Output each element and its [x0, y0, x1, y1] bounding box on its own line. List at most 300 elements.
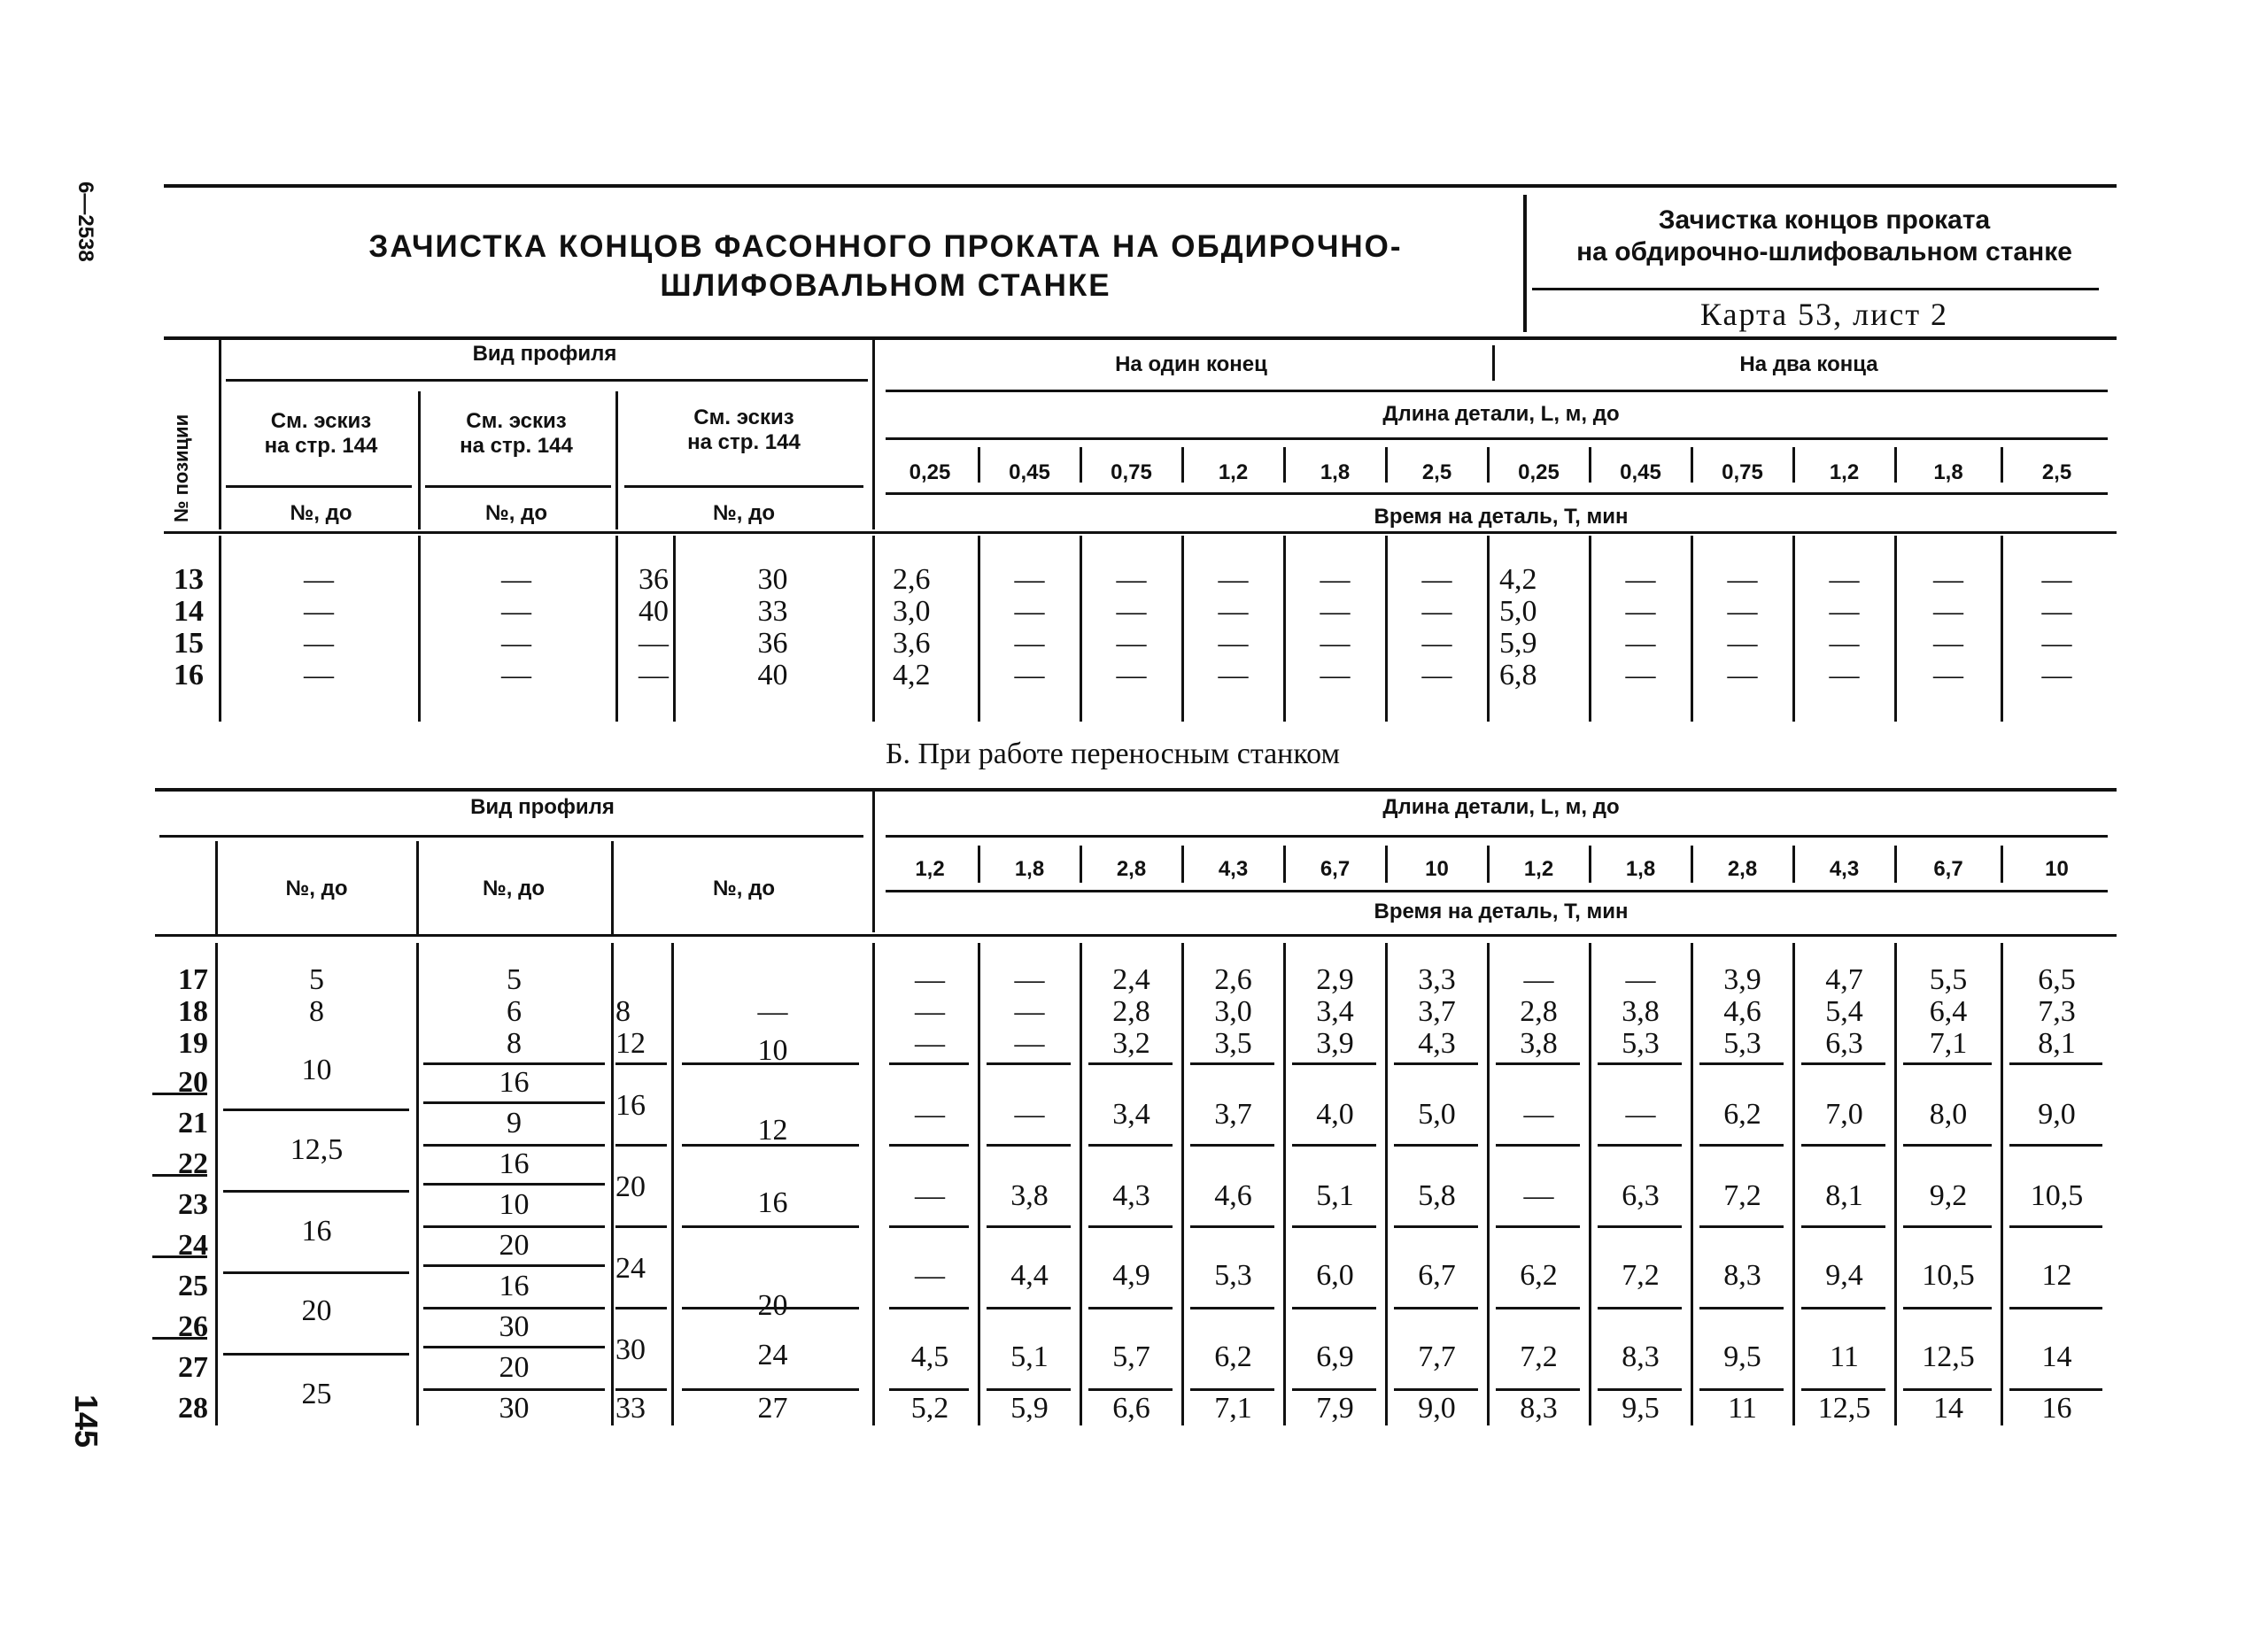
time-value: 10,5: [1922, 1259, 1975, 1292]
time-value: 8,1: [2038, 1027, 2076, 1060]
time-value: —: [1829, 595, 1860, 628]
time-value: 4,2: [893, 659, 931, 691]
table2-length-header: Длина детали, L, м, до: [1382, 795, 1620, 819]
t2-no-upto-2: №, до: [483, 877, 545, 900]
time-value: —: [1218, 659, 1249, 691]
time-value: 3,3: [1418, 963, 1456, 996]
length-value: 10: [1425, 857, 1449, 881]
length-header: Длина детали, L, м, до: [1382, 402, 1620, 426]
rule: [978, 846, 980, 883]
time-value: 3,4: [1112, 1098, 1150, 1131]
table2-header-rule: [155, 934, 2117, 937]
time-value: —: [915, 1259, 945, 1292]
time-value: 3,6: [893, 627, 931, 660]
rule: [872, 943, 875, 1425]
sketch-ref-3: [620, 406, 868, 455]
time-value: 8,0: [1929, 1098, 1968, 1131]
rule: [1080, 846, 1082, 883]
rule: [1598, 1388, 1682, 1391]
time-value: 3,2: [1112, 1027, 1150, 1060]
rule: [152, 1093, 207, 1095]
rule: [1589, 943, 1591, 1425]
time-value: 3,7: [1214, 1098, 1252, 1131]
rule: [1903, 1062, 1992, 1065]
side-title-line2: на обдирочно-шлифовальном станке: [1576, 237, 2072, 267]
rule: [223, 1109, 409, 1111]
rule: [2001, 447, 2003, 483]
time-value: 4,9: [1112, 1259, 1150, 1292]
time-value: —: [1727, 659, 1758, 691]
length-value: 2,5: [2041, 460, 2072, 484]
rule: [987, 1144, 1071, 1147]
time-value: 8,1: [1825, 1179, 1863, 1212]
time-value: —: [1421, 627, 1452, 660]
time-value: —: [1116, 595, 1147, 628]
length-value: 1,2: [1829, 460, 1860, 484]
rule: [682, 1225, 859, 1228]
position-number: 27: [178, 1351, 208, 1384]
rule: [423, 1101, 605, 1104]
length-value: 0,75: [1722, 460, 1763, 484]
rule: [611, 943, 614, 1425]
rule: [423, 1144, 605, 1147]
rule: [1181, 447, 1184, 483]
time-value: —: [1014, 1098, 1045, 1131]
time-value: 7,2: [1622, 1259, 1660, 1292]
rule: [889, 1062, 969, 1065]
time-value: 14: [2041, 1340, 2072, 1373]
time-value: 7,1: [1214, 1392, 1252, 1425]
rule: [2009, 1388, 2102, 1391]
sketch-ref-line2: на стр. 144: [460, 434, 573, 458]
rule: [1190, 1225, 1274, 1228]
time-value: 6,4: [1929, 995, 1968, 1028]
rule: [1903, 1307, 1992, 1309]
profile-value: —: [304, 627, 334, 660]
profile-value: 20: [757, 1289, 788, 1322]
time-value: 7,2: [1520, 1340, 1558, 1373]
profile-value: 25: [301, 1378, 332, 1410]
time-value: 9,4: [1825, 1259, 1863, 1292]
profile-value: 36: [757, 627, 788, 660]
position-number: 23: [178, 1188, 208, 1221]
rule: [987, 1225, 1071, 1228]
rule: [1792, 447, 1795, 483]
table1-profile-header: Вид профиля: [472, 342, 617, 366]
rule: [624, 485, 863, 488]
time-value: —: [1320, 563, 1351, 596]
rule: [223, 1271, 409, 1274]
rule: [1292, 1307, 1376, 1309]
time-value: —: [1116, 627, 1147, 660]
rule: [1487, 943, 1490, 1425]
rule: [1088, 1225, 1173, 1228]
rule: [423, 1307, 605, 1309]
rule: [215, 943, 218, 1425]
time-value: 5,1: [1010, 1340, 1049, 1373]
time-value: 3,8: [1010, 1179, 1049, 1212]
profile-value: 33: [757, 595, 788, 628]
time-value: 6,3: [1825, 1027, 1863, 1060]
rule: [886, 835, 2108, 838]
time-value: —: [1014, 563, 1045, 596]
rule: [615, 536, 618, 722]
time-value: 6,2: [1723, 1098, 1761, 1131]
rule: [423, 1062, 605, 1065]
time-value: 5,3: [1214, 1259, 1252, 1292]
time-value: —: [1625, 563, 1656, 596]
time-value: 3,0: [1214, 995, 1252, 1028]
time-value: 4,6: [1214, 1179, 1252, 1212]
rule: [1496, 1225, 1580, 1228]
rule: [889, 1388, 969, 1391]
rule: [1492, 345, 1495, 381]
rule: [1283, 846, 1286, 883]
time-value: 3,9: [1723, 963, 1761, 996]
time-value: 4,7: [1825, 963, 1863, 996]
time-value: —: [1320, 659, 1351, 691]
time-value: —: [1421, 595, 1452, 628]
time-value: —: [1933, 627, 1963, 660]
rule: [1181, 943, 1184, 1425]
rule: [978, 447, 980, 483]
profile-value: 8: [309, 995, 324, 1028]
rule: [1589, 447, 1591, 483]
rule: [1691, 447, 1693, 483]
rule: [1283, 536, 1286, 722]
profile-value: —: [639, 627, 669, 660]
rule: [223, 1190, 409, 1193]
position-number: 20: [178, 1066, 208, 1099]
time-value: —: [1014, 595, 1045, 628]
time-value: 11: [1728, 1392, 1757, 1425]
length-value: 4,3: [1218, 857, 1249, 881]
rule: [1894, 846, 1897, 883]
profile-value: 30: [615, 1333, 646, 1366]
sketch-ref-2: [423, 409, 609, 459]
length-value: 0,45: [1009, 460, 1050, 484]
rule: [416, 943, 419, 1425]
time-value: —: [1116, 659, 1147, 691]
rule: [159, 835, 863, 838]
profile-value: 12: [757, 1114, 788, 1147]
no-upto-3: №, до: [713, 501, 775, 525]
side-title-line1: Зачистка концов проката: [1658, 205, 1991, 235]
time-value: 8,3: [1520, 1392, 1558, 1425]
rule: [1691, 536, 1693, 722]
length-value: 1,2: [1218, 460, 1249, 484]
time-value: —: [1014, 627, 1045, 660]
position-number: 19: [178, 1027, 208, 1060]
header-divider: [1523, 195, 1527, 332]
rule: [1385, 536, 1388, 722]
length-value: 1,8: [1625, 857, 1656, 881]
time-value: 6,2: [1214, 1340, 1252, 1373]
time-value: 5,8: [1418, 1179, 1456, 1212]
rule: [1385, 846, 1388, 883]
profile-value: 10: [499, 1188, 530, 1221]
profile-value: —: [639, 659, 669, 691]
length-value: 10: [2045, 857, 2069, 881]
time-value: —: [1625, 1098, 1656, 1131]
rule: [1801, 1225, 1885, 1228]
rule: [2009, 1307, 2102, 1309]
rule: [1394, 1062, 1478, 1065]
rule: [615, 1307, 667, 1309]
time-value: 9,2: [1929, 1179, 1968, 1212]
no-upto-1: №, до: [290, 501, 352, 525]
time-value: —: [1829, 659, 1860, 691]
table1-top-rule: [164, 336, 2117, 340]
time-value: 6,0: [1316, 1259, 1354, 1292]
rule: [1080, 943, 1082, 1425]
length-value: 2,5: [1421, 460, 1452, 484]
rule: [1691, 846, 1693, 883]
profile-value: 40: [757, 659, 788, 691]
rule: [889, 1144, 969, 1147]
time-value: —: [1933, 595, 1963, 628]
rule: [682, 1144, 859, 1147]
rule: [1496, 1144, 1580, 1147]
time-value: 2,6: [1214, 963, 1252, 996]
rule: [978, 943, 980, 1425]
position-number: 16: [174, 659, 204, 691]
rule: [889, 1225, 969, 1228]
time-value: —: [1625, 659, 1656, 691]
time-value: —: [1933, 563, 1963, 596]
rule: [1487, 846, 1490, 883]
length-value: 6,7: [1933, 857, 1963, 881]
time-value: —: [1014, 963, 1045, 996]
card-number: Карта 53, лист 2: [1699, 297, 1949, 332]
profile-value: 8: [615, 995, 631, 1028]
rule: [1385, 943, 1388, 1425]
rule: [886, 390, 2108, 392]
sketch-ref-1: [226, 409, 416, 459]
profile-value: 8: [507, 1027, 522, 1060]
time-value: —: [2041, 595, 2072, 628]
rule: [425, 485, 611, 488]
profile-value: 5: [309, 963, 324, 996]
position-number: 13: [174, 563, 204, 596]
time-value: —: [1320, 627, 1351, 660]
time-value: —: [915, 1179, 945, 1212]
rule: [1598, 1307, 1682, 1309]
table1-header-rule: [164, 531, 2117, 534]
profile-value: 20: [301, 1294, 332, 1327]
profile-value: 5: [507, 963, 522, 996]
rule: [416, 841, 419, 934]
rule: [987, 1307, 1071, 1309]
rule: [1598, 1062, 1682, 1065]
time-value: 9,0: [1418, 1392, 1456, 1425]
two-ends-header: На два конца: [1739, 352, 1878, 376]
time-value: 5,0: [1499, 595, 1537, 628]
rule: [1699, 1062, 1784, 1065]
time-value: 3,8: [1520, 1027, 1558, 1060]
time-value: 8,3: [1622, 1340, 1660, 1373]
time-value: 3,0: [893, 595, 931, 628]
rule: [1496, 1307, 1580, 1309]
page-number: 145: [68, 1394, 104, 1448]
time-value: 9,5: [1723, 1340, 1761, 1373]
rule: [1792, 943, 1795, 1425]
table2-profile-header: Вид профиля: [470, 795, 615, 819]
rule: [152, 1255, 207, 1258]
page-title-line1: ЗАЧИСТКА КОНЦОВ ФАСОННОГО ПРОКАТА НА ОБДИРОЧНО-: [368, 229, 1403, 264]
time-value: 7,3: [2038, 995, 2076, 1028]
rule: [615, 1388, 667, 1391]
profile-value: 16: [757, 1186, 788, 1219]
sketch-ref-line1: См. эскиз: [466, 409, 567, 433]
time-value: 4,3: [1418, 1027, 1456, 1060]
profile-value: 20: [499, 1229, 530, 1262]
time-value: —: [1727, 595, 1758, 628]
rule: [1394, 1144, 1478, 1147]
length-value: 1,8: [1320, 460, 1351, 484]
profile-value: —: [501, 595, 531, 628]
time-value: —: [1218, 627, 1249, 660]
rule: [886, 492, 2108, 495]
rule: [2001, 943, 2003, 1425]
rule: [1181, 536, 1184, 722]
rule: [611, 841, 614, 934]
profile-value: 24: [615, 1252, 646, 1285]
profile-value: 40: [639, 595, 669, 628]
rule: [1903, 1144, 1992, 1147]
time-value: 5,3: [1723, 1027, 1761, 1060]
time-value: —: [1625, 595, 1656, 628]
table1-main-divider: [872, 339, 875, 529]
rule: [886, 437, 2108, 440]
rule: [1394, 1225, 1478, 1228]
time-value: —: [1625, 963, 1656, 996]
time-value: 7,7: [1418, 1340, 1456, 1373]
rule: [1699, 1388, 1784, 1391]
sketch-ref-line1: См. эскиз: [693, 406, 794, 429]
rule: [987, 1388, 1071, 1391]
rule: [152, 1337, 207, 1340]
one-end-header: На один конец: [1115, 352, 1267, 376]
position-number: 26: [178, 1310, 208, 1343]
position-number: 28: [178, 1392, 208, 1425]
profile-value: 6: [507, 995, 522, 1028]
rule: [423, 1388, 605, 1391]
top-rule: [164, 184, 2117, 188]
table2-main-divider: [872, 791, 875, 932]
length-value: 4,3: [1829, 857, 1860, 881]
time-value: —: [1625, 627, 1656, 660]
time-value: 6,3: [1622, 1179, 1660, 1212]
rule: [987, 1062, 1071, 1065]
rule: [1589, 846, 1591, 883]
rule: [673, 536, 676, 722]
time-value: 4,5: [910, 1340, 949, 1373]
time-value: 2,4: [1112, 963, 1150, 996]
rule: [1394, 1388, 1478, 1391]
time-value: 5,1: [1316, 1179, 1354, 1212]
rule: [872, 536, 875, 722]
rule: [1292, 1225, 1376, 1228]
time-value: 9,5: [1622, 1392, 1660, 1425]
time-value: 11: [1830, 1340, 1859, 1373]
profile-value: 16: [499, 1270, 530, 1302]
rule: [615, 1062, 667, 1065]
time-value: 14: [1933, 1392, 1963, 1425]
profile-value: 12,5: [290, 1133, 344, 1166]
rule: [1292, 1144, 1376, 1147]
time-value: 7,0: [1825, 1098, 1863, 1131]
rule: [223, 1353, 409, 1356]
time-value: —: [1523, 1098, 1554, 1131]
position-number: 21: [178, 1107, 208, 1139]
time-value: 5,4: [1825, 995, 1863, 1028]
rule: [1283, 447, 1286, 483]
rule: [2009, 1062, 2102, 1065]
rule: [1487, 447, 1490, 483]
time-value: 9,0: [2038, 1098, 2076, 1131]
length-value: 2,8: [1116, 857, 1147, 881]
rule: [1894, 447, 1897, 483]
rule: [423, 1346, 605, 1348]
profile-value: 16: [499, 1066, 530, 1099]
rule: [2009, 1144, 2102, 1147]
no-upto-2: №, до: [485, 501, 547, 525]
time-value: —: [1421, 563, 1452, 596]
length-value: 0,25: [1518, 460, 1560, 484]
rule: [418, 536, 421, 722]
rule: [1792, 846, 1795, 883]
rule: [219, 536, 221, 722]
time-value: 6,6: [1112, 1392, 1150, 1425]
sketch-ref-line2: на стр. 144: [687, 430, 801, 454]
profile-value: —: [757, 995, 788, 1028]
time-value: —: [1116, 563, 1147, 596]
profile-value: 10: [301, 1054, 332, 1086]
profile-value: 20: [615, 1170, 646, 1203]
rule: [1894, 943, 1897, 1425]
rule: [682, 1388, 859, 1391]
length-value: 2,8: [1727, 857, 1758, 881]
time-value: —: [2041, 627, 2072, 660]
time-value: 5,9: [1499, 627, 1537, 660]
rule: [1394, 1307, 1478, 1309]
time-value: 4,0: [1316, 1098, 1354, 1131]
profile-value: 9: [507, 1107, 522, 1139]
rule: [1080, 536, 1082, 722]
rule: [1691, 943, 1693, 1425]
time-value: 4,4: [1010, 1259, 1049, 1292]
rule: [1699, 1144, 1784, 1147]
rule: [226, 379, 868, 382]
time-value: 5,2: [910, 1392, 949, 1425]
rule: [682, 1307, 859, 1309]
rule: [2001, 536, 2003, 722]
time-value: 4,3: [1112, 1179, 1150, 1212]
position-number: 25: [178, 1270, 208, 1302]
length-value: 1,2: [1523, 857, 1554, 881]
rule: [1496, 1062, 1580, 1065]
rule: [1699, 1307, 1784, 1309]
profile-value: —: [304, 659, 334, 691]
profile-value: 30: [757, 563, 788, 596]
rule: [1699, 1225, 1784, 1228]
table1-pos-header: № позиции: [170, 413, 192, 522]
rule: [2009, 1225, 2102, 1228]
time-value: 6,9: [1316, 1340, 1354, 1373]
rule: [1385, 447, 1388, 483]
time-value: —: [1829, 563, 1860, 596]
